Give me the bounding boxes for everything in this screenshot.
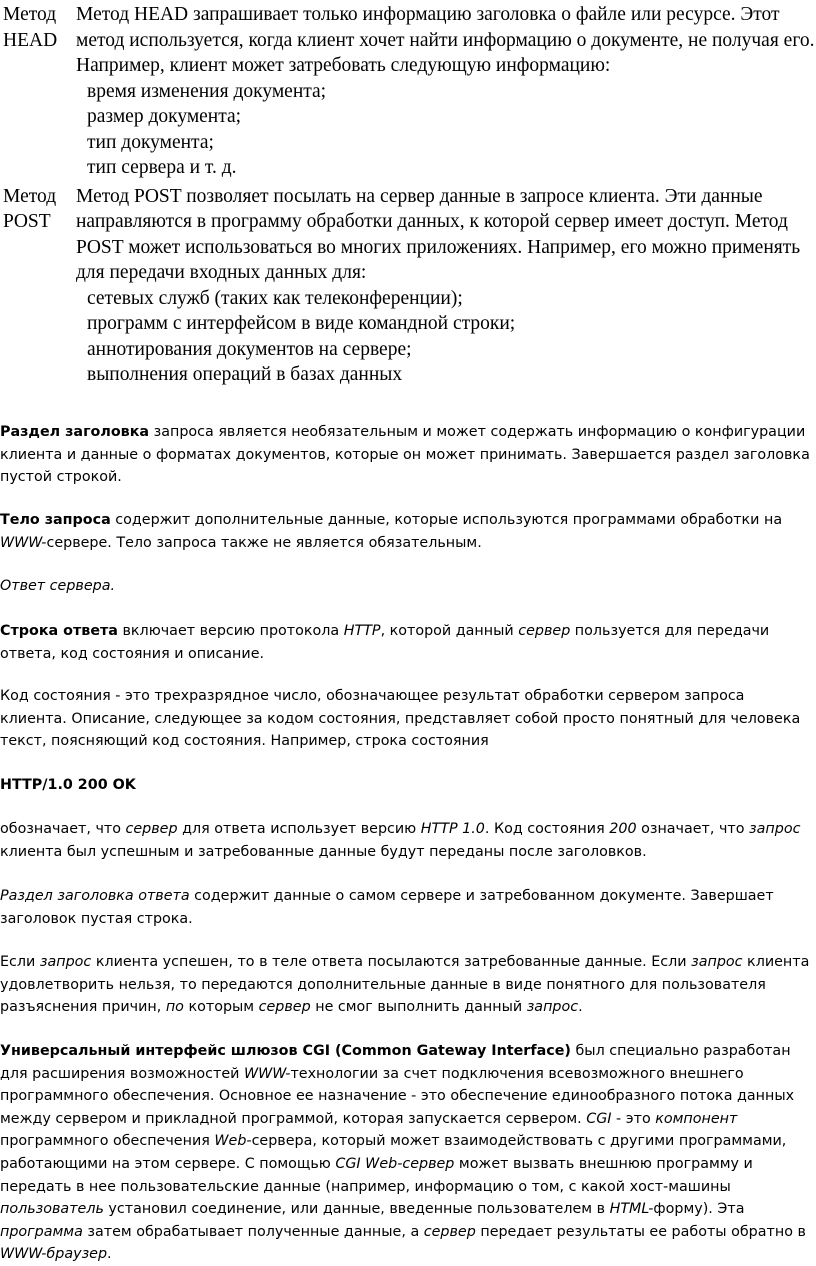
paragraph-response-header xyxy=(0,885,814,930)
paragraph-cgi xyxy=(0,1040,814,1266)
list-item: аннотирования документов на сервере; xyxy=(87,338,412,360)
method-row-head xyxy=(3,2,815,181)
paragraph-request-body xyxy=(0,509,814,554)
italic-term: CGI Web-сервер xyxy=(335,1155,455,1172)
italic-term: HTTP xyxy=(343,623,381,639)
italic-term: WWW- xyxy=(0,534,47,551)
paragraph-text: запроса является необязательным и может содержать информацию о конфигурации клиента и данные о форматах документов, которые он может принимать. Завершается раздел заголовка пустой строкой. xyxy=(0,424,810,486)
bold-term: Раздел заголовка xyxy=(0,424,150,440)
italic-term: сервер xyxy=(423,1223,476,1240)
paragraph-response-body xyxy=(0,951,814,1019)
paragraph-text: содержит дополнительные данные, которые используются программами обработки на xyxy=(110,512,783,528)
paragraph-text: Если xyxy=(0,954,40,970)
paragraph-text: клиента успешен, то в теле ответа посылаются затребованные данные. Если xyxy=(91,954,692,970)
list-item: сетевых служб (таких как телеконференции); xyxy=(87,287,463,309)
italic-term: пользователь xyxy=(0,1201,104,1218)
paragraph-text: которым xyxy=(183,999,259,1016)
method-intro: Метод POST позволяет посылать на сервер данные в запросе клиента. Эти данные направляются в программу обработки данных, к которой сервер имеет доступ. Метод POST может использоваться во многих приложениях. Например, его можно применять для передачи входных данных для: xyxy=(76,185,801,283)
italic-term: 200 xyxy=(609,821,637,837)
italic-term: запрос xyxy=(749,821,801,837)
paragraph-text: программного обеспечения xyxy=(0,1133,215,1150)
paragraph-status-example xyxy=(0,774,814,797)
bold-term: Тело запроса xyxy=(0,512,111,528)
italic-term: программа xyxy=(0,1223,83,1240)
method-description-head xyxy=(76,2,815,181)
paragraph-text: был специально разработан для расширения возможностей xyxy=(0,1043,791,1082)
paragraph-text: технологии за счет подключения всевозможного внешнего программного обеспечения. Основное ее назначение - это обеспечение единообразного потока данных между сервером и прикладной программой, которая запускается сервером. xyxy=(0,1065,795,1127)
paragraph-text: установил соединение, или данные, введенные пользователем в xyxy=(103,1201,610,1218)
paragraph-text: , которой данный xyxy=(380,623,519,639)
paragraph-server-response xyxy=(0,575,814,598)
italic-term: WWW- xyxy=(244,1065,291,1082)
italic-term: по xyxy=(165,999,184,1016)
paragraph-status-meaning xyxy=(0,818,814,863)
list-item: выполнения операций в базах данных xyxy=(87,364,403,385)
italic-term: сервер xyxy=(258,999,311,1016)
paragraph-text: пользуется для передачи ответа, код состояния и описание. xyxy=(0,623,770,662)
list-item: размер документа; xyxy=(87,106,242,127)
method-name-post xyxy=(3,184,76,388)
methods-table xyxy=(3,2,815,388)
paragraph-text: не смог выполнить данный xyxy=(310,999,527,1016)
list-item: тип сервера и т. д. xyxy=(87,157,237,178)
bold-term: HTTP/1.0 200 OK xyxy=(0,777,136,793)
italic-term: сервер xyxy=(125,821,178,837)
list-item: программ с интерфейсом в виде командной строки; xyxy=(87,313,516,334)
paragraph-text: включает версию протокола xyxy=(117,623,344,639)
list-item: тип документа; xyxy=(87,131,214,153)
italic-heading: Ответ сервера. xyxy=(0,578,116,594)
italic-term: запрос xyxy=(691,954,743,970)
italic-term: CGI xyxy=(586,1110,612,1127)
paragraph-text: . Код состояния xyxy=(484,821,610,837)
italic-term: запрос xyxy=(526,999,579,1016)
paragraph-text: передает результаты ее работы обратно в xyxy=(475,1223,806,1240)
method-description-post xyxy=(76,184,815,388)
paragraph-text: для ответа использует версию xyxy=(177,821,421,837)
paragraph-text: сервере. Тело запроса также не является обязательным. xyxy=(46,534,482,551)
bold-term: Универсальный интерфейс шлюзов CGI (Common Gateway Interface) xyxy=(0,1043,571,1059)
paragraph-text: клиента был успешным и затребованные данные будут переданы после заголовков. xyxy=(0,843,647,860)
italic-term: Web- xyxy=(214,1133,252,1150)
paragraph-text: форму). Эта xyxy=(653,1201,745,1218)
paragraph-text: означает, что xyxy=(636,821,750,837)
paragraph-text: обозначает, что xyxy=(0,821,126,837)
paragraph-text: сервера, который может взаимодействовать с другими программами, работающими на этом сервере. С помощью xyxy=(0,1133,787,1172)
paragraph-text: содержит данные о самом сервере и затребованном документе. Завершает заголовок пустая строка. xyxy=(0,888,774,927)
italic-term: HTTP 1.0 xyxy=(420,821,485,837)
paragraph-request-header xyxy=(0,421,814,489)
method-name-line2: HEAD xyxy=(3,29,58,51)
method-name-line2: POST xyxy=(3,211,51,232)
italic-term: компонент xyxy=(655,1110,738,1127)
paragraph-text: . xyxy=(107,1246,112,1263)
paragraph-text: затем обрабатывает полученные данные, а xyxy=(82,1223,424,1240)
paragraph-status-line xyxy=(0,620,814,665)
method-intro: Метод HEAD запрашивает только информацию заголовка о файле или ресурсе. Этот метод используется, когда клиент хочет найти информацию о документе, не получая его. Например, клиент может затребовать следующую информацию: xyxy=(76,4,815,76)
bold-term: Строка ответа xyxy=(0,623,118,639)
italic-term: сервер xyxy=(518,623,571,639)
italic-term: Раздел заголовка ответа xyxy=(0,888,190,904)
method-row-post xyxy=(3,184,815,388)
paragraph-status-code xyxy=(0,685,814,753)
method-name-head xyxy=(3,2,76,181)
paragraph-text: может вызвать внешнюю программу и передать в нее пользовательские данные (например, информацию о том, с какой хост-машины xyxy=(0,1155,753,1195)
italic-term: запрос xyxy=(39,954,92,970)
paragraph-text: Код состояния - это трехразрядное число, обозначающее результат обработки сервером запроса клиента. Описание, следующее за кодом состояния, представляет собой просто понятный для человека текст, поясняющий код состояния. Например, строка состояния xyxy=(0,688,801,750)
paragraph-text: клиента удовлетворить нельзя, то передаются дополнительные данные в виде понятного для пользователя разъяснения причин, xyxy=(0,954,810,1016)
method-name-line1: Метод xyxy=(3,185,57,207)
italic-term: HTML- xyxy=(609,1201,654,1218)
paragraph-text: - это xyxy=(611,1110,656,1127)
paragraph-text: . xyxy=(578,999,583,1016)
method-name-line1: Метод xyxy=(3,4,57,25)
italic-term: WWW-браузер xyxy=(0,1246,108,1263)
list-item: время изменения документа; xyxy=(87,80,327,102)
